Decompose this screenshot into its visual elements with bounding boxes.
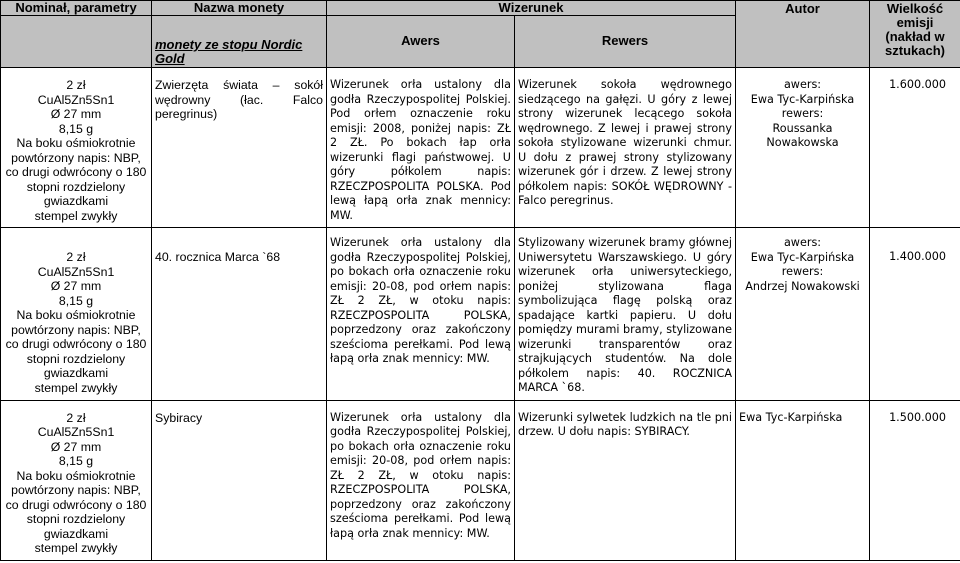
header-name: Nazwa monety [152, 1, 327, 16]
subheader-awers: Awers [327, 16, 515, 68]
param-line: CuAl5Zn5Sn1 [37, 425, 115, 439]
author-line: Andrzej Nowakowski [745, 279, 860, 293]
param-line: 2 zł [66, 250, 86, 264]
subheader-rewers: Rewers [515, 16, 736, 68]
table-row [1, 228, 960, 401]
param-line: co drugi odwrócony o 180 [5, 165, 147, 179]
param-line: 8,15 g [58, 293, 94, 308]
params-cell [1, 400, 152, 560]
header-mintage-l2: emisji [896, 15, 934, 30]
header-mintage-l1: Wielkość [886, 1, 944, 16]
author-line: Nowakowska [766, 136, 839, 149]
param-line: CuAl5Zn5Sn1 [37, 264, 115, 279]
param-line: Ø 27 mm [50, 279, 102, 293]
coin-name-cell: Sybiracy [152, 400, 327, 560]
param-line: Ø 27 mm [50, 439, 102, 454]
param-line: stempel zwykły [34, 541, 118, 555]
params-cell [1, 228, 152, 401]
param-line: stempel zwykły [34, 208, 118, 223]
table-row [1, 68, 960, 228]
awers-cell: Wizerunek orła ustalony dla godła Rzeczypospolitej Polskiej, po bokach orła oznaczenie roku emisji: 20-08, pod orłem napis: ZŁ 2 ZŁ, w otoku napis: RZECZPOSPOLITA POLSKA, poprzedzony oraz zakończony sześcioma perełkami. Pod lewą łapą orła znak mennicy: MW. [327, 400, 515, 560]
header-params: Nominał, parametry [1, 1, 152, 16]
author-line: rewers: [781, 265, 824, 278]
coin-name-cell: 40. rocznica Marca `68 [152, 228, 327, 401]
author-line: rewers: [781, 107, 824, 120]
mintage-cell: 1.400.000 [870, 228, 960, 401]
author-line: awers: [783, 78, 822, 91]
author-line: Ewa Tyc-Karpińska [739, 410, 843, 424]
header-mintage [870, 1, 960, 68]
author-line: awers: [783, 236, 822, 249]
param-line: co drugi odwrócony o 180 [5, 337, 147, 351]
coin-name-cell: Zwierzęta świata – sokół wędrowny (łac. Falco peregrinus) [152, 68, 327, 228]
author-line: Ewa Tyc-Karpińska [750, 92, 855, 106]
param-line: stempel zwykły [34, 380, 118, 395]
author-line: Ewa Tyc-Karpińska [750, 250, 855, 264]
series-heading-l2: Gold [155, 51, 185, 66]
subheader-empty [1, 16, 152, 68]
param-line: powtórzony napis: NBP, [11, 150, 141, 165]
header-mintage-l4: sztukach) [885, 43, 945, 58]
author-cell [736, 228, 870, 401]
rewers-cell: Wizerunki sylwetek ludzkich na tle pni drzew. U dołu napis: SYBIRACY. [515, 400, 736, 560]
param-line: Ø 27 mm [50, 107, 102, 121]
param-line: CuAl5Zn5Sn1 [37, 92, 115, 107]
header-row [1, 1, 960, 16]
author-cell [736, 400, 870, 560]
rewers-cell: Wizerunek sokoła wędrownego siedzącego na gałęzi. U góry z lewej strony wizerunek lecącego sokoła wędrownego. Z lewej i prawej strony sokoła stylizowane wizerunki chmur. U dołu z prawej strony stylizowany wizerunek gór i drzew. Z lewej strony półkolem napis: SOKÓŁ WĘDROWNY - Falco peregrinus. [515, 68, 736, 228]
param-line: Na boku ośmiokrotnie [16, 136, 136, 150]
param-line: 8,15 g [58, 121, 94, 136]
param-line: gwiazdkami [43, 194, 109, 208]
table-row [1, 400, 960, 560]
awers-cell: Wizerunek orła ustalony dla godła Rzeczypospolitej Polskiej, po bokach orła oznaczenie roku emisji: 20-08, pod orłem napis: ZŁ 2 ZŁ, w otoku napis: RZECZPOSPOLITA POLSKA, poprzedzony oraz zakończony sześcioma perełkami. Pod lewą łapą orła znak mennicy: MW. [327, 228, 515, 401]
mintage-cell: 1.500.000 [870, 400, 960, 560]
param-line: Na boku ośmiokrotnie [16, 308, 136, 322]
param-line: 8,15 g [58, 454, 94, 468]
header-image: Wizerunek [327, 1, 736, 16]
params-cell [1, 68, 152, 228]
rewers-cell: Stylizowany wizerunek bramy głównej Uniwersytetu Warszawskiego. U góry wizerunek orła uniwersyteckiego, poniżej stylizowana flaga symbolizująca flagę polską oraz spadające kartki papieru. U dołu pomiędzy murami bramy, stylizowane wizerunki transparentów oraz strajkujących studentów. Na dole półkolem napis: 40. ROCZNICA MARCA `68. [515, 228, 736, 401]
author-cell [736, 68, 870, 228]
param-line: stopni rozdzielony [26, 351, 126, 366]
param-line: Na boku ośmiokrotnie [16, 468, 136, 483]
param-line: 2 zł [66, 78, 86, 92]
param-line: gwiazdkami [43, 366, 109, 380]
param-line: powtórzony napis: NBP, [11, 483, 141, 497]
header-mintage-l3: (nakład w [885, 29, 945, 44]
param-line: powtórzony napis: NBP, [11, 322, 141, 337]
author-line: Roussanka [772, 121, 833, 135]
series-heading-l1: monety ze stopu Nordic [155, 37, 303, 52]
mintage-cell: 1.600.000 [870, 68, 960, 228]
awers-cell: Wizerunek orła ustalony dla godła Rzeczypospolitej Polskiej. Pod orłem oznaczenie roku emisji: 2008, poniżej napis: ZŁ 2 ZŁ. Po bokach łap orła wizerunki flagi państwowej. U góry półkolem napis: RZECZPOSPOLITA POLSKA. Pod lewą łapą orła znak mennicy: MW. [327, 68, 515, 228]
param-line: 2 zł [66, 410, 86, 425]
series-heading [152, 16, 327, 68]
param-line: co drugi odwrócony o 180 [5, 497, 147, 512]
param-line: stopni rozdzielony [26, 179, 126, 194]
header-author: Autor [736, 1, 870, 68]
param-line: gwiazdkami [43, 526, 109, 541]
param-line: stopni rozdzielony [26, 512, 126, 526]
